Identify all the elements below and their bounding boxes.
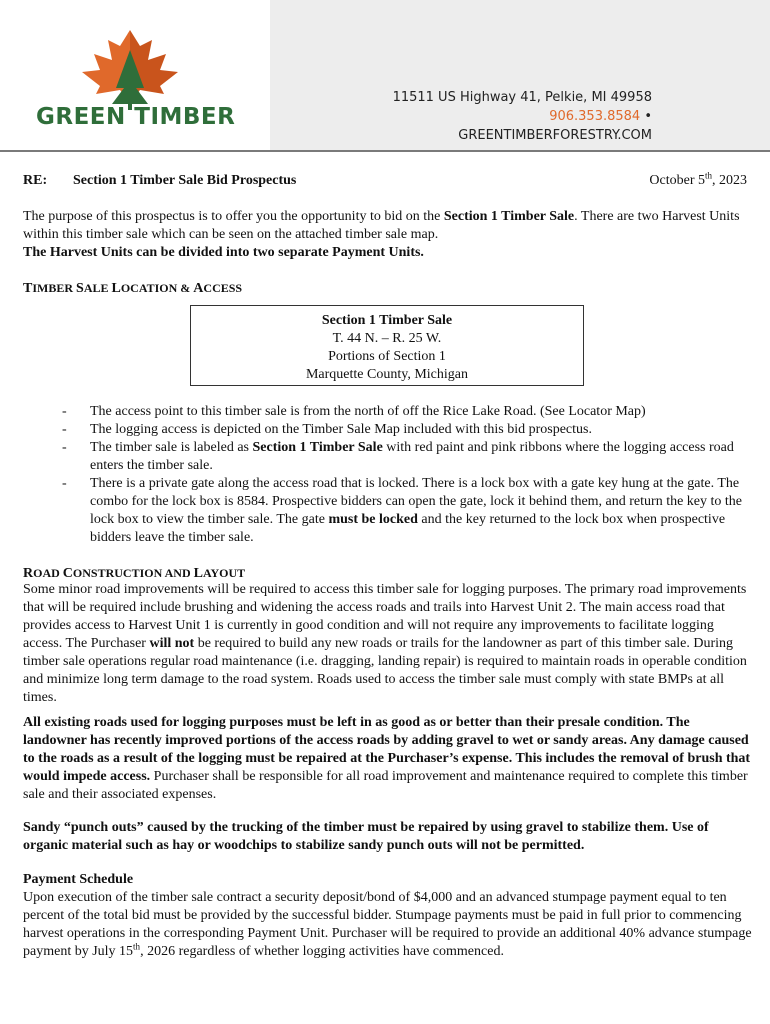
leaf-right-half [130,30,178,100]
company-address: 11511 US Highway 41, Pelkie, MI 49958 [392,90,652,105]
list-item: - There is a private gate along the access road that is locked. There is a lock box with a gate key hung at the gate. The combo for the lock box is 8584. Prospective bidders can open the gate, lock it behind them, and return the key to the lock box to view the timber sale. The gate must be locked and the key returned to the lock box when prospective bidders leave the timber sale. [62,475,742,547]
payment-section: Payment Schedule Upon execution of the timber sale contract a security deposit/bond of $4,000 and an advanced stumpage payment equal to ten percent of the total bid must be provided by the successful bidder. Stumpage payments must be paid in full prior to commencing harvest operations in the corresponding Payment Unit. Purchaser will be required to provide an additional 40% advance stumpage payment by July 15th, 2026 regardless of whether logging activities have commenced. [23,872,752,959]
intro-paragraph: The purpose of this prospectus is to offer you the opportunity to bid on the Section 1 Timber Sale. There are two Harvest Units within this timber sale which can be seen on the attached timber sale map. The Harvest Units can be divided into two separate Payment Units. [23,209,740,260]
header-divider [0,150,770,152]
letter-date: October 5th, 2023 [649,170,747,188]
access-list [62,403,742,547]
logo-wordmark: GREEN TIMBER [36,104,236,130]
list-item: - The timber sale is labeled as Section 1 Timber Sale with red paint and pink ribbons where the logging access road enters the timber sale. [62,439,742,475]
sale-location-box [190,305,584,386]
company-phone [549,109,652,124]
leaf-left-half [82,30,130,100]
re-label: RE: [23,173,48,188]
payment-heading: Payment Schedule [23,872,134,887]
list-item: - The logging access is depicted on the Timber Sale Map included with this bid prospectus. [62,421,742,439]
road-heading: ROAD CONSTRUCTION AND LAYOUT [23,566,246,581]
road-paragraph-3: Sandy “punch outs” caused by the trucking of the timber must be repaired by using gravel to stabilize them. Use of organic material such as hay or woodchips to stabilize sandy punch outs will not be permitted. [23,820,709,853]
location-heading: TIMBER SALE LOCATION & ACCESS [23,281,243,296]
list-item: - The access point to this timber sale is from the north of off the Rice Lake Road. (See Locator Map) [62,403,742,421]
company-website: GREENTIMBERFORESTRY.COM [458,128,652,143]
road-paragraph-2: All existing roads used for logging purposes must be left in as good as or better than their presale condition. The landowner has recently improved portions of the access roads by adding gravel to wet or sandy areas. Any damage caused to the roads as a result of the logging must be repaired at the Purchaser’s expense. This includes the removal of brush that would impede access. Purchaser shall be responsible for all road improvement and maintenance required to complete this timber sale and their associated expenses. [23,715,751,802]
re-subject: Section 1 Timber Sale Bid Prospectus [73,173,297,188]
box-county: Marquette County, Michigan [305,367,468,382]
box-title: Section 1 Timber Sale [321,313,453,328]
box-township: T. 44 N. – R. 25 W. [332,331,442,346]
road-paragraph-1: Some minor road improvements will be required to access this timber sale for logging purposes. The primary road improvements that will be required include brushing and widening the access roads and trails into Harvest Unit 2. The main access road that provides access to Harvest Unit 1 is currently in good condition and will not require any improvements to facilitate logging access. The Purchaser will not be required to build any new roads or trails for the landowner as part of this timber sale. During timber sale operations regular road maintenance (i.e. dragging, landing repair) is required to maintain roads in operable condition and minimize long term damage to the road system. Roads used to access the timber sale must comply with state BMPs at all times. [23,582,747,705]
box-section: Portions of Section 1 [328,349,446,364]
phone-separator: • [644,109,652,124]
phone-number: 906.353.8584 [549,109,641,124]
